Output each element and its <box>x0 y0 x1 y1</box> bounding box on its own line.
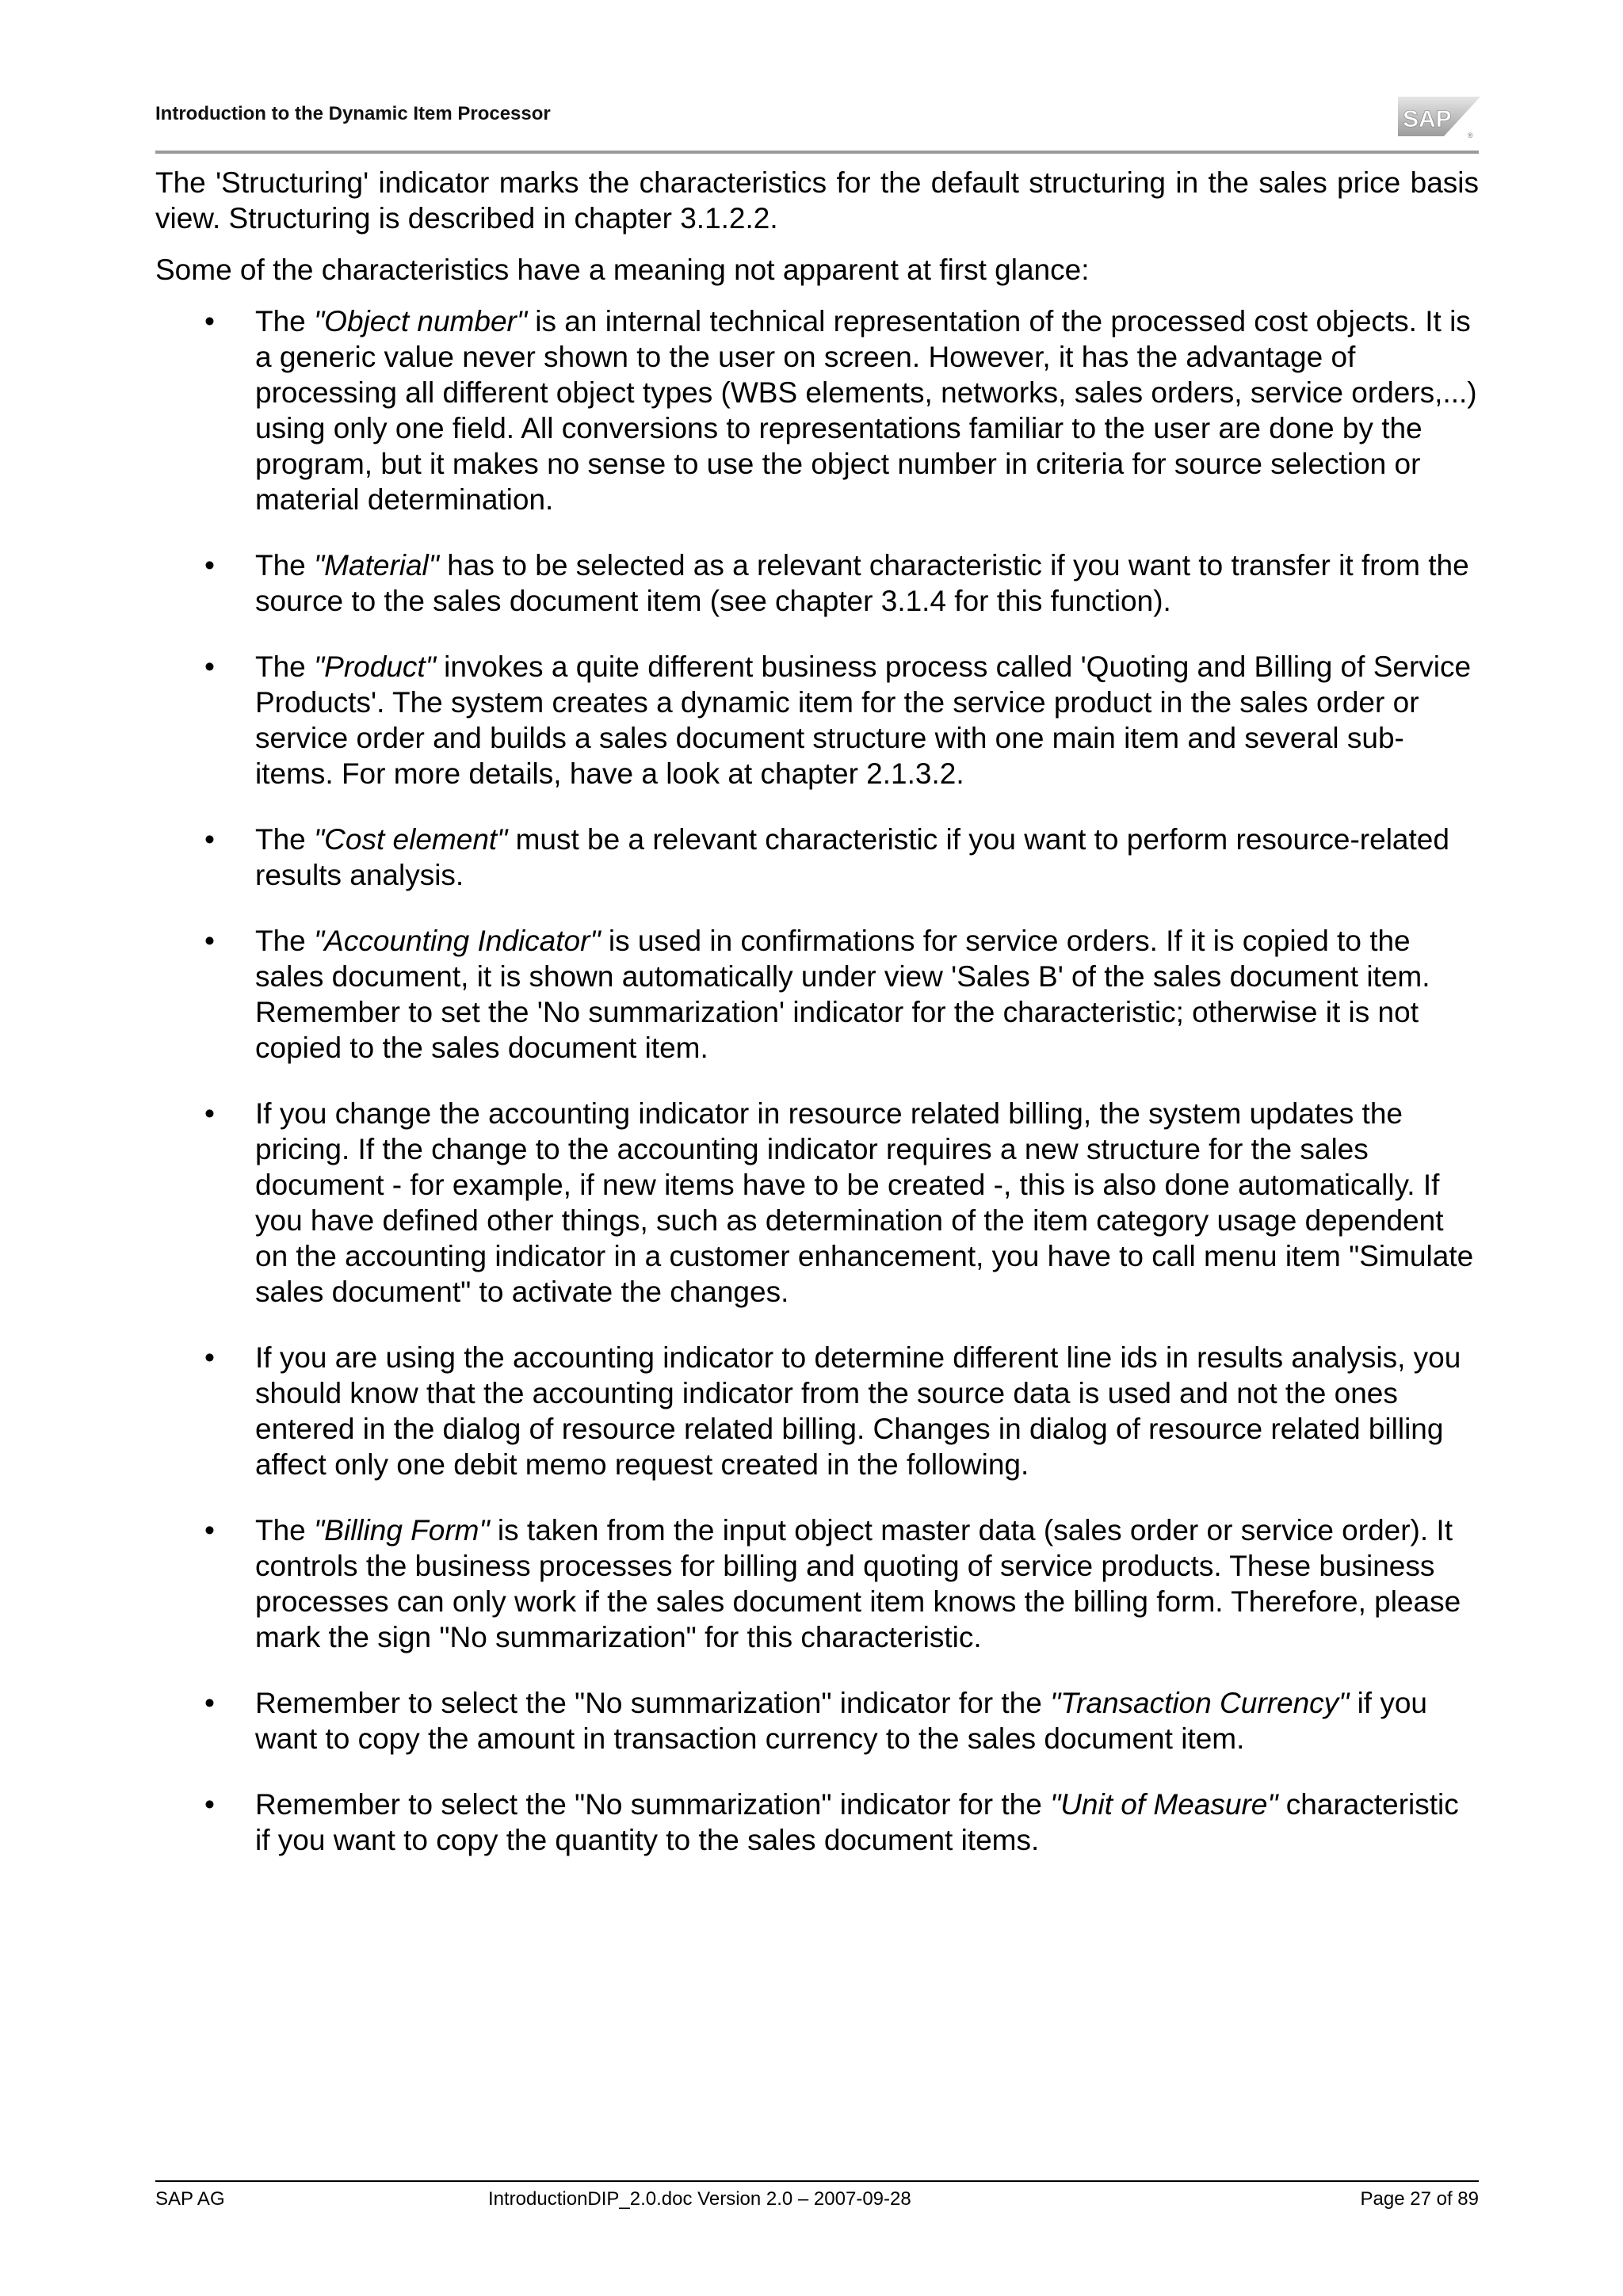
list-item <box>155 649 1479 791</box>
page-header <box>155 97 1479 154</box>
bullet-icon: • <box>204 925 215 957</box>
bullet-icon: • <box>204 1788 215 1821</box>
footer-company: SAP AG <box>155 2188 225 2210</box>
bullet-icon: • <box>204 305 215 338</box>
bullet-icon: • <box>204 1341 215 1374</box>
characteristic-name: "Accounting Indicator" <box>314 925 601 957</box>
list-item-text: is an internal technical representation of the processed cost objects. It is a generic value never shown to the user on screen. However, it has the advantage of processing all different object types (WBS elements, networks, sales orders, service orders,...) using only one field. All conversions to representations familiar to the user are done by the program, but it makes no sense to use the object number in criteria for source selection or material determination. <box>255 305 1477 516</box>
intro-paragraph-2: Some of the characteristics have a meaning not apparent at first glance: <box>155 254 1090 286</box>
characteristic-name: "Product" <box>314 650 436 683</box>
bullet-icon: • <box>204 1514 215 1547</box>
list-item <box>155 923 1479 1066</box>
sap-logo-text: SAP <box>1403 106 1452 132</box>
list-item-text: The <box>255 549 315 582</box>
list-item-text: The <box>255 823 315 856</box>
footer-page-number: Page 27 of 89 <box>1360 2188 1479 2210</box>
list-item <box>155 1096 1479 1310</box>
list-item-text: if you want to copy the amount in transaction currency to the sales document item. <box>255 1687 1428 1755</box>
characteristic-name: "Transaction Currency" <box>1050 1687 1350 1719</box>
svg-text:®: ® <box>1468 132 1473 139</box>
header-title: Introduction to the Dynamic Item Processor <box>155 103 551 124</box>
characteristic-name: "Material" <box>314 549 439 582</box>
characteristics-list <box>155 303 1479 1858</box>
characteristic-name: "Cost element" <box>314 823 508 856</box>
bullet-icon: • <box>204 1097 215 1130</box>
list-item-text: If you change the accounting indicator in resource related billing, the system updates the pricing. If the change to the accounting indicator requires a new structure for the sales document - for example, if new items have to be created -, this is also done automatically. If you have defined other things, such as determination of the item category usage dependent on the accounting indicator in a customer enhancement, you have to call menu item "Simulate sales document" to activate the changes. <box>255 1097 1474 1308</box>
list-item <box>155 303 1479 517</box>
page-footer <box>155 2188 1479 2220</box>
list-item-text: The <box>255 925 315 957</box>
list-item-text: The <box>255 650 315 683</box>
list-item-text: is taken from the input object master data (sales order or service order). It controls the business processes for billing and quoting of service products. These business processes can only work if the sales document item knows the billing form. Therefore, please mark the sign "No summarization" for this characteristic. <box>255 1514 1461 1653</box>
list-item <box>155 1787 1479 1858</box>
list-item <box>155 1685 1479 1756</box>
list-item-text: Remember to select the "No summarization" indicator for the <box>255 1687 1051 1719</box>
list-item <box>155 1340 1479 1482</box>
list-item-text: is used in confirmations for service orders. If it is copied to the sales document, it is shown automatically under view 'Sales B' of the sales document item. Remember to set the 'No summarization' indicator for the characteristic; otherwise it is not copied to the sales document item. <box>255 925 1430 1064</box>
document-body <box>155 165 1479 1888</box>
bullet-icon: • <box>204 823 215 856</box>
list-item <box>155 1512 1479 1655</box>
header-divider <box>155 151 1479 154</box>
list-item-text: must be a relevant characteristic if you want to perform resource-related results analysis. <box>255 823 1449 891</box>
characteristic-name: "Billing Form" <box>314 1514 490 1547</box>
bullet-icon: • <box>204 1687 215 1719</box>
list-item-text: Remember to select the "No summarization" indicator for the <box>255 1788 1051 1821</box>
footer-document-info: IntroductionDIP_2.0.doc Version 2.0 – 2007-09-28 <box>488 2188 911 2210</box>
list-item <box>155 547 1479 619</box>
bullet-icon: • <box>204 650 215 683</box>
characteristic-name: "Object number" <box>314 305 527 338</box>
list-item-text: invokes a quite different business process called 'Quoting and Billing of Service Products'. The system creates a dynamic item for the service product in the sales order or service order and builds a sales document structure with one main item and several sub-items. For more details, have a look at chapter 2.1.3.2. <box>255 650 1472 790</box>
list-item-text: The <box>255 305 315 338</box>
list-item-text: has to be selected as a relevant characteristic if you want to transfer it from the source to the sales document item (see chapter 3.1.4 for this function). <box>255 549 1469 617</box>
characteristic-name: "Unit of Measure" <box>1050 1788 1278 1821</box>
list-item-text: If you are using the accounting indicator to determine different line ids in results analysis, you should know that the accounting indicator from the source data is used and not the ones entered in the dialog of resource related billing. Changes in dialog of resource related billing affect only one debit memo request created in the following. <box>255 1341 1461 1481</box>
footer-divider <box>155 2180 1479 2182</box>
sap-logo <box>1398 97 1480 139</box>
list-item-text: characteristic if you want to copy the quantity to the sales document items. <box>255 1788 1459 1856</box>
intro-paragraph-1: The 'Structuring' indicator marks the characteristics for the default structuring in the sales price basis view. Structuring is described in chapter 3.1.2.2. <box>155 166 1479 235</box>
list-item-text: The <box>255 1514 315 1547</box>
list-item <box>155 822 1479 893</box>
bullet-icon: • <box>204 549 215 582</box>
